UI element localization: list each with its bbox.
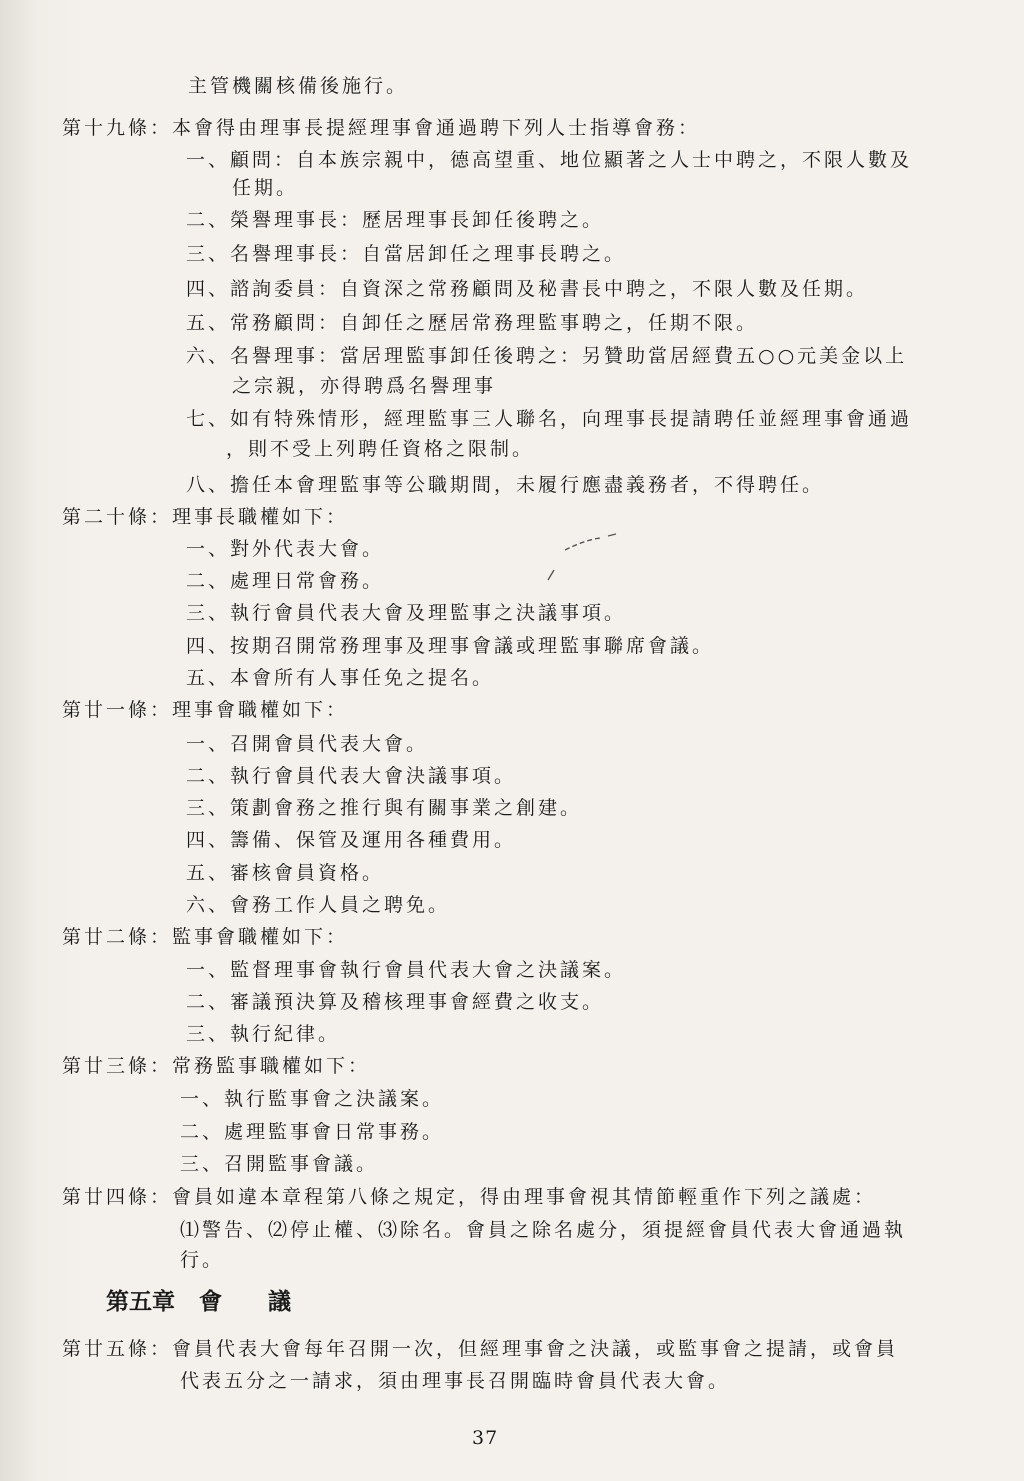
text-line: 第廿二條：監事會職權如下： (62, 926, 349, 948)
text-line: 三、執行會員代表大會及理監事之決議事項。 (186, 602, 627, 624)
text-line: 三、執行紀律。 (186, 1023, 341, 1045)
text-line: ，則不受上列聘任資格之限制。 (226, 438, 535, 460)
text-line: ⑴警告、⑵停止權、⑶除名。會員之除名處分，須提經會員代表大會通過執 (180, 1219, 907, 1241)
text-line: 三、策劃會務之推行與有關事業之創建。 (186, 797, 583, 819)
text-line: 二、榮譽理事長：歷居理事長卸任後聘之。 (186, 209, 605, 231)
chapter-title-word-2: 議 (268, 1289, 291, 1315)
text-line: 二、執行會員代表大會決議事項。 (186, 765, 517, 787)
text-line: 八、擔任本會理監事等公職期間，未履行應盡義務者，不得聘任。 (186, 474, 825, 496)
text-line: 一、對外代表大會。 (186, 538, 385, 560)
text-line: 二、審議預決算及稽核理事會經費之收支。 (186, 991, 605, 1013)
text-line: 四、按期召開常務理事及理事會議或理監事聯席會議。 (186, 635, 715, 657)
text-line: 第二十條：理事長職權如下： (62, 506, 349, 528)
text-line: 二、處理監事會日常事務。 (180, 1121, 445, 1143)
text-line: 第十九條：本會得由理事長提經理事會通過聘下列人士指導會務： (62, 117, 701, 139)
chapter-title-word-1: 會 (199, 1289, 222, 1315)
text-line: 主管機關核備後施行。 (188, 75, 409, 97)
text-line: 三、召開監事會議。 (180, 1153, 379, 1175)
text-line: 第廿一條：理事會職權如下： (62, 699, 349, 721)
chapter-heading (106, 1288, 291, 1316)
text-line: 六、名譽理事：當居理監事卸任後聘之：另贊助當居經費五○○元美金以上 (186, 345, 908, 367)
text-line: 五、本會所有人事任免之提名。 (186, 667, 495, 689)
text-line: 七、如有特殊情形，經理監事三人聯名，向理事長提請聘任並經理事會通過 (186, 408, 913, 430)
page-number: 37 (472, 1427, 499, 1449)
text-line: 一、執行監事會之決議案。 (180, 1088, 445, 1110)
text-line: 四、籌備、保管及運用各種費用。 (186, 829, 517, 851)
chapter-number: 第五章 (106, 1289, 175, 1315)
text-line: 之宗親，亦得聘爲名譽理事 (232, 375, 497, 397)
text-line: 一、監督理事會執行會員代表大會之決議案。 (186, 959, 627, 981)
text-line: 代表五分之一請求，須由理事長召開臨時會員代表大會。 (180, 1370, 731, 1392)
text-line: 第廿五條：會員代表大會每年召開一次，但經理事會之決議，或監事會之提請，或會員 (62, 1338, 899, 1360)
text-line: 一、顧問：自本族宗親中，德高望重、地位顯著之人士中聘之，不限人數及 (186, 149, 913, 171)
text-line: 五、審核會員資格。 (186, 862, 385, 884)
text-line: 六、會務工作人員之聘免。 (186, 894, 451, 916)
text-line: 一、召開會員代表大會。 (186, 733, 429, 755)
text-line: 四、諮詢委員：自資深之常務顧問及秘書長中聘之，不限人數及任期。 (186, 278, 869, 300)
text-line: 任期。 (232, 177, 299, 199)
text-line: 第廿四條：會員如違本章程第八條之規定，得由理事會視其情節輕重作下列之議處： (62, 1186, 877, 1208)
text-line: 三、名譽理事長：自當居卸任之理事長聘之。 (186, 243, 627, 265)
text-line: 行。 (180, 1249, 225, 1271)
text-line: 二、處理日常會務。 (186, 570, 385, 592)
text-line: 第廿三條：常務監事職權如下： (62, 1055, 371, 1077)
stray-pen-mark (540, 520, 630, 590)
text-line: 五、常務顧問：自卸任之歷居常務理監事聘之，任期不限。 (186, 312, 759, 334)
